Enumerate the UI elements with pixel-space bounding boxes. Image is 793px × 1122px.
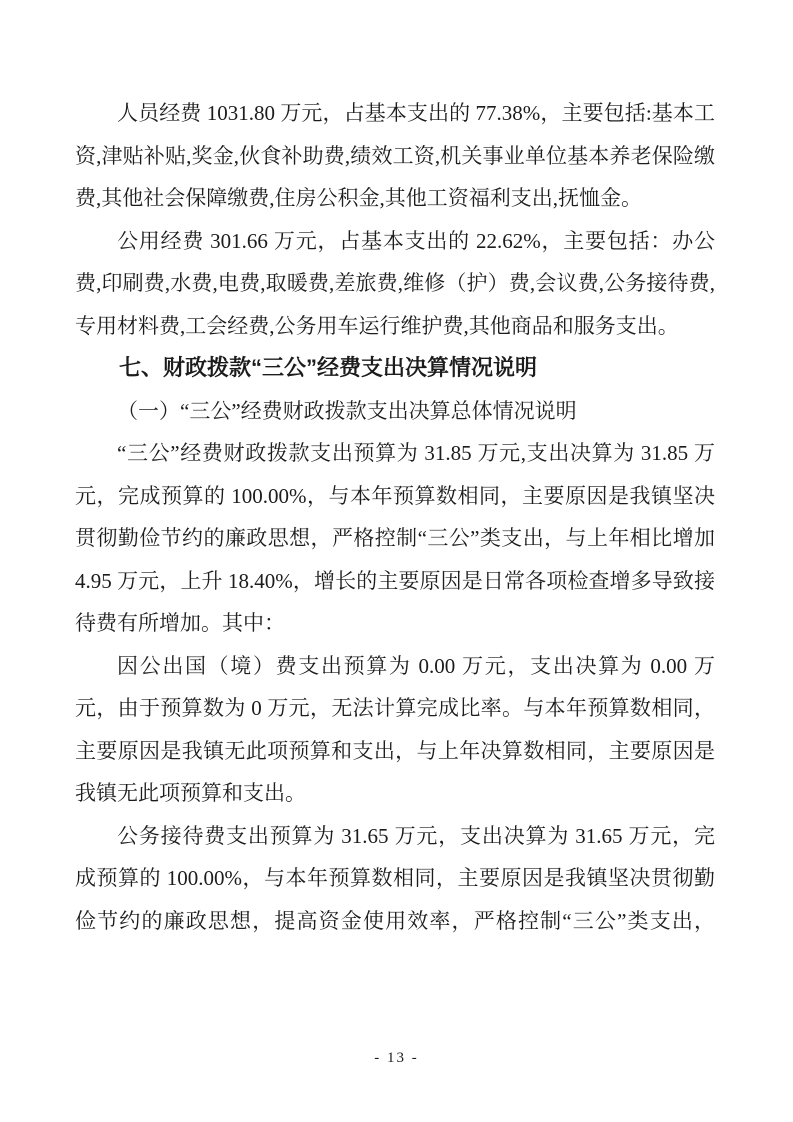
section-heading-three-public-funds: 七、财政拨款“三公”经费支出决算情况说明	[119, 355, 538, 380]
paragraph-official-reception-expense: 公务接待费支出预算为 31.65 万元，支出决算为 31.65 万元，完成预算的 100.00%，与本年预算数相同，主要原因是我镇坚决贯彻勤俭节约的廉政思想，提高资金使用效率，严格控制“三公”类支出，	[75, 823, 715, 933]
paragraph-three-public-overview: “三公”经费财政拨款支出预算为 31.85 万元,支出决算为 31.85 万元，完成预算的 100.00%，与本年预算数相同，主要原因是我镇坚决贯彻勤俭节约的廉政思想，严格控制“三公”类支出，与上年相比增加 4.95 万元，上升 18.40%，增长的主要原因是日常各项检查增多导致接待费有所增加。其中：	[75, 441, 715, 635]
page-number: - 13 -	[374, 1050, 419, 1066]
paragraph-public-funds-expense: 公用经费 301.66 万元，占基本支出的 22.62%，主要包括：办公费,印刷费,水费,电费,取暖费,差旅费,维修（护）费,会议费,公务接待费,专用材料费,工会经费,公务用车运行维护费,其他商品和服务支出。	[75, 228, 715, 338]
subsection-heading-overall-situation: （一）“三公”经费财政拨款支出决算总体情况说明	[117, 398, 577, 423]
paragraph-personnel-expense: 人员经费 1031.80 万元，占基本支出的 77.38%，主要包括:基本工资,津贴补贴,奖金,伙食补助费,绩效工资,机关事业单位基本养老保险缴费,其他社会保障缴费,住房公积金,其他工资福利支出,抚恤金。	[75, 101, 715, 210]
paragraph-abroad-expense: 因公出国（境）费支出预算为 0.00 万元，支出决算为 0.00 万元，由于预算数为 0 万元，无法计算完成比率。与本年预算数相同，主要原因是我镇无此项预算和支出，与上年决算数相同，主要原因是我镇无此项预算和支出。	[75, 653, 715, 805]
